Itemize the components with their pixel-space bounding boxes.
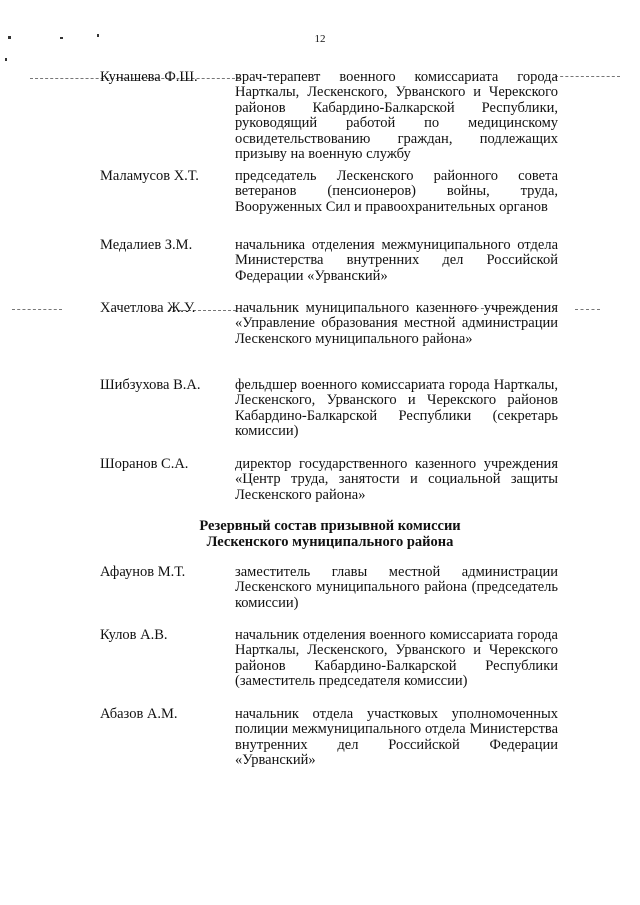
member-role: начальник муниципального казенного учреждения «Управление образования местной администрации Лескенского муниципального района» — [235, 300, 558, 347]
reserve-title-line: Резервный состав призывной комиссии — [199, 518, 461, 534]
member-name: Шибзухова В.А. — [100, 377, 201, 393]
member-name: Медалиев З.М. — [100, 237, 193, 253]
member-role: начальника отделения межмуниципального отдела Министерства внутренних дел Российской Федерации «Урванский» — [235, 237, 558, 284]
member-name: Маламусов Х.Т. — [100, 168, 199, 184]
member-role: председатель Лескенского районного совета ветеранов (пенсионеров) войны, труда, Вооруженных Сил и правоохранительных органов — [235, 168, 558, 215]
reserve-title-line: Лескенского муниципального района — [206, 533, 454, 550]
member-name: Кунашева Ф.Ш. — [100, 69, 198, 85]
member-name: Абазов А.М. — [100, 706, 178, 722]
scan-line — [555, 76, 620, 77]
member-name: Шоранов С.А. — [100, 456, 189, 472]
member-role: директор государственного казенного учреждения «Центр труда, занятости и социальной защиты Лескенского района» — [235, 456, 558, 503]
scan-line — [12, 309, 62, 310]
member-role: заместитель главы местной администрации Лескенского муниципального района (председатель комиссии) — [235, 564, 558, 611]
member-name: Афаунов М.Т. — [100, 564, 186, 580]
page-number: 12 — [314, 33, 326, 45]
member-role: начальник отдела участковых уполномоченных полиции межмуниципального отдела Министерства внутренних дел Российской Федерации «Урванский» — [235, 706, 558, 769]
scan-line — [575, 309, 600, 310]
scan-speck — [5, 58, 7, 61]
member-role: начальник отделения военного комиссариата города Нарткалы, Лескенского, Урванского и Черекского районов Кабардино-Балкарской Республики (заместитель председателя комиссии) — [235, 627, 558, 690]
reserve-section-title — [100, 519, 560, 550]
member-name: Хачетлова Ж.У. — [100, 300, 196, 316]
member-name: Кулов А.В. — [100, 627, 168, 643]
member-role: врач-терапевт военного комиссариата города Нарткалы, Лескенского, Урванского и Черекского районов Кабардино-Балкарской Республики, руководящий работой по медицинскому освидетельствованию граждан, подлежащих призыву на военную службу — [235, 69, 558, 163]
member-role: фельдшер военного комиссариата города Нарткалы, Лескенского, Урванского и Черекского районов Кабардино-Балкарской Республики (секретарь комиссии) — [235, 377, 558, 440]
